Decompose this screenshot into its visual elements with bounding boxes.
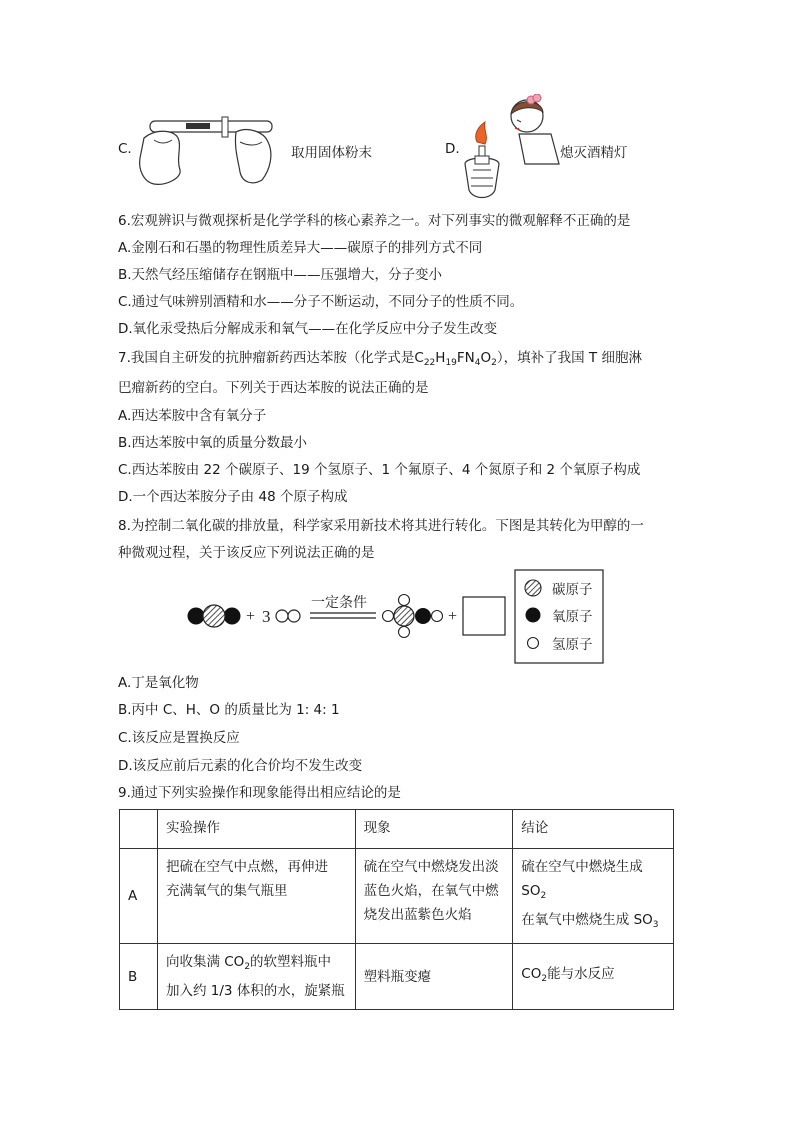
table-header-row [120,810,674,849]
option-c-text: 取用固体粉末 [291,145,372,161]
q8-option-a: A.丁是氧化物 [118,675,199,691]
header-blank [120,810,158,849]
row-label-a: A [120,849,158,944]
q7-option-c: C.西达苯胺由 22 个碳原子、19 个氢原子、1 个氟原子、4 个氮原子和 2 个氧原子构成 [118,462,641,478]
header-conclusion: 结论 [513,810,674,849]
coefficient: 3 [262,607,271,626]
methanol-molecule [383,595,443,638]
row-b-operation: 向收集满 $CO_2$的软塑料瓶中 加入约 1/3 体积的水，旋紧瓶 [157,944,355,1010]
row-a-conclusion: 硫在空气中燃烧生成 $SO_2$ 在氧气中燃烧生成 $SO_3$ [513,849,674,944]
table-row [120,849,674,944]
row-a-operation: 把硫在空气中点燃，再伸进 充满氧气的集气瓶里 [157,849,355,944]
co2-molecule [188,605,241,627]
option-d-letter: D. [445,141,460,157]
header-phenomenon: 现象 [355,810,513,849]
row-b-conclusion: $CO_2$能与水反应 [513,944,674,1010]
powder-test-tube-illustration [136,110,280,190]
q8-option-c: C.该反应是置换反应 [118,730,240,746]
reaction-diagram [180,568,610,668]
q6-stem: 6.宏观辨识与微观探析是化学学科的核心素养之一。对下列事实的微观解释不正确的是 [118,213,631,229]
table-row [120,944,674,1010]
unknown-product-box [463,597,505,635]
experiment-table [119,809,674,1010]
q6-option-b: B.天然气经压缩储存在钢瓶中——压强增大，分子变小 [118,267,443,283]
legend-hydrogen: 氢原子 [552,637,593,653]
row-label-b: B [120,944,158,1010]
q8-option-b: B.丙中 C、H、O 的质量比为 1: 4: 1 [118,702,340,718]
header-operation: 实验操作 [157,810,355,849]
option-c-letter: C. [118,141,132,157]
q7-stem-line1: 7.我国自主研发的抗肿瘤新药西达苯胺（化学式是$C_{22}H_{19}FN_4O_2$），填补了我国 T 细胞淋 [118,350,642,368]
q6-option-d: D.氧化汞受热后分解成汞和氧气——在化学反应中分子发生改变 [118,321,498,337]
q7-option-a: A.西达苯胺中含有氧分子 [118,408,267,424]
q6-option-c: C.通过气味辨别酒精和水——分子不断运动，不同分子的性质不同。 [118,294,524,310]
q7-stem-line2: 巴瘤新药的空白。下列关于西达苯胺的说法正确的是 [118,380,429,396]
plus-sign-1: + [246,608,256,625]
option-d-text: 熄灭酒精灯 [560,145,628,161]
q7-option-d: D.一个西达苯胺分子由 48 个原子构成 [118,489,348,505]
carbon-atom-swatch [525,580,541,596]
blow-out-lamp-illustration [455,94,561,206]
legend-oxygen: 氧原子 [552,609,593,625]
reaction-condition: 一定条件 [311,595,367,611]
hydrogen-atom-swatch [528,638,539,649]
q8-option-d: D.该反应前后元素的化合价均不发生改变 [118,758,363,774]
oxygen-atom-swatch [526,608,541,623]
h2-molecule [276,610,300,622]
q9-stem: 9.通过下列实验操作和现象能得出相应结论的是 [118,785,401,801]
legend-carbon: 碳原子 [552,582,593,598]
q8-stem-line2: 种微观过程，关于该反应下列说法正确的是 [118,545,375,561]
row-a-phenomenon: 硫在空气中燃烧发出淡 蓝色火焰，在氧气中燃 烧发出蓝紫色火焰 [355,849,513,944]
row-b-phenomenon: 塑料瓶变瘪 [355,944,513,1010]
q8-stem-line1: 8.为控制二氧化碳的排放量，科学家采用新技术将其进行转化。下图是其转化为甲醇的一 [118,518,644,534]
plus-sign-2: + [448,608,458,625]
q6-option-a: A.金刚石和石墨的物理性质差异大——碳原子的排列方式不同 [118,240,483,256]
q7-option-b: B.西达苯胺中氧的质量分数最小 [118,435,308,451]
legend-box [515,570,603,663]
chemical-formula: $C_{22}H_{19}FN_4O_2$ [414,350,497,368]
